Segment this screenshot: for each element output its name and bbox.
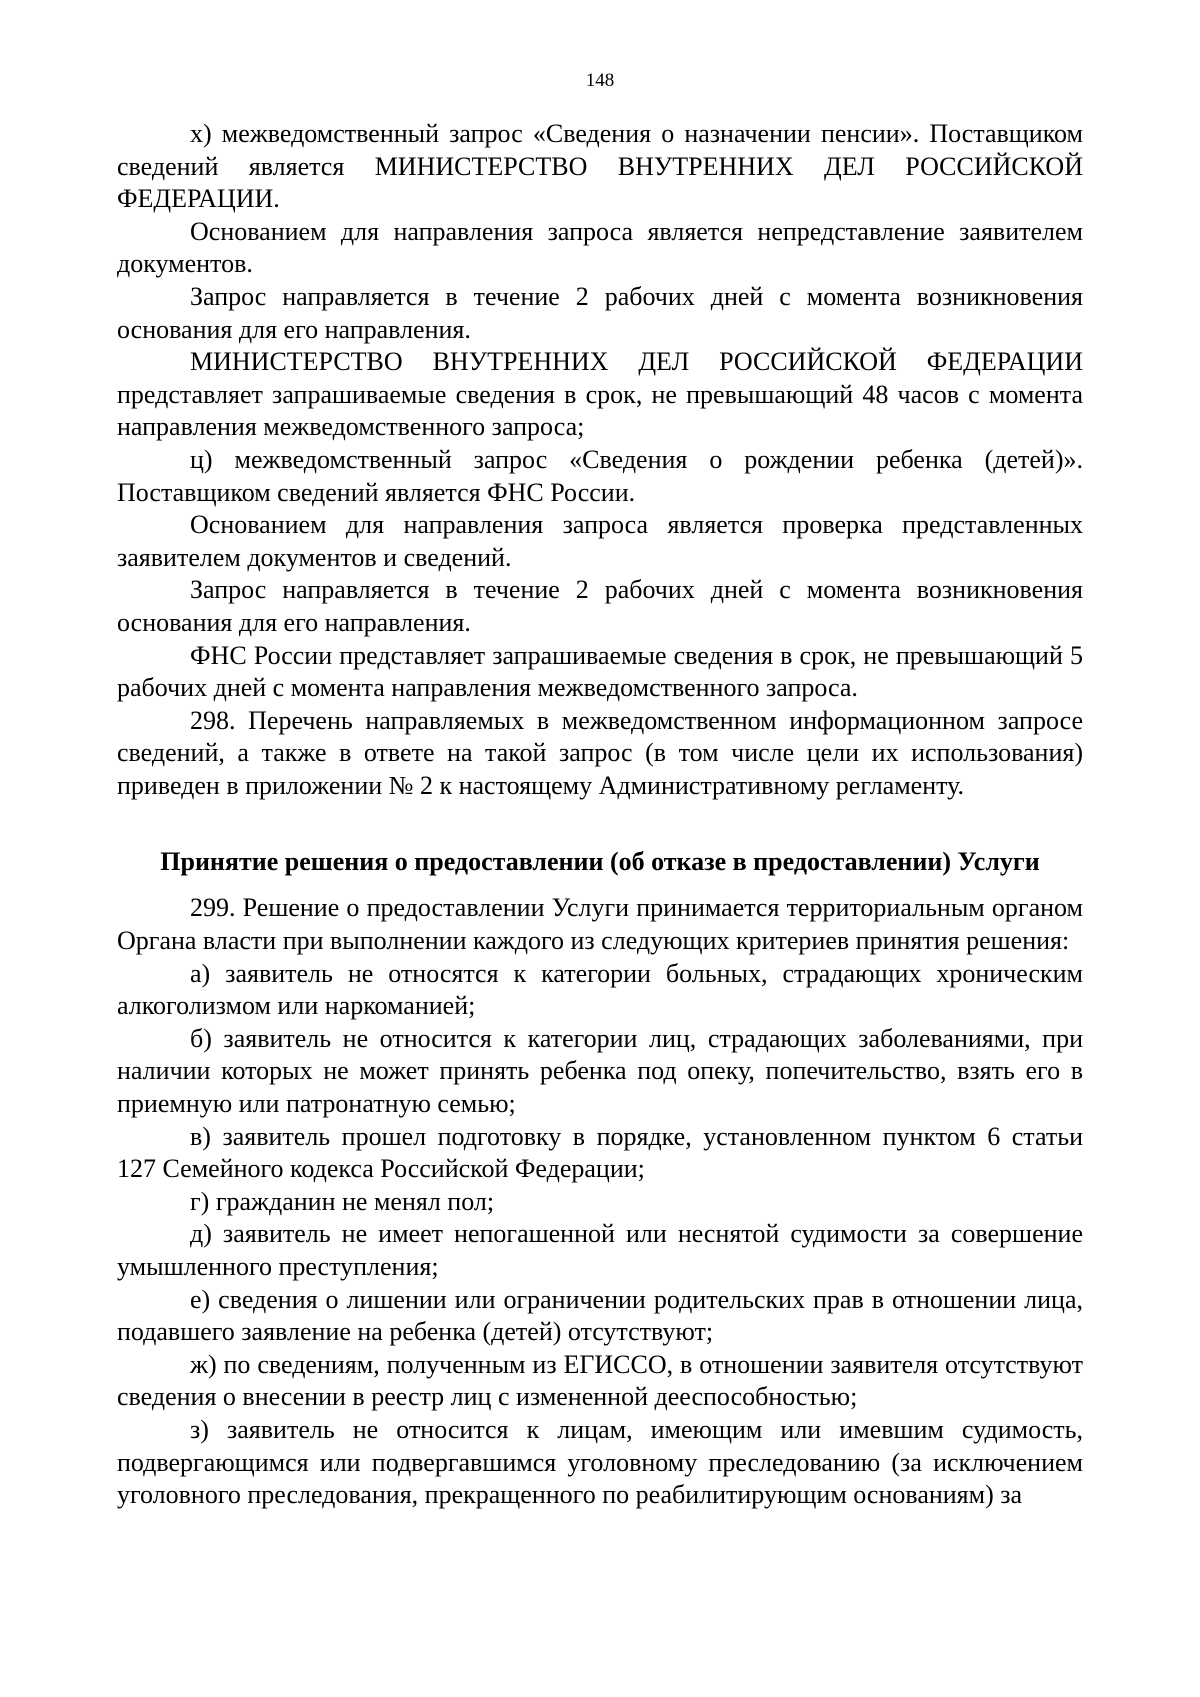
document-body (117, 118, 1083, 1512)
criterion-b: б) заявитель не относится к категории лиц, страдающих заболеваниями, при наличии которых не может принять ребенка под опеку, попечительство, взять его в приемную или патронатную семью; (117, 1023, 1083, 1119)
paragraph-ts-response-term: ФНС России представляет запрашиваемые сведения в срок, не превышающий 5 рабочих дней с момента направления межведомственного запроса. (117, 640, 1083, 703)
criterion-d: д) заявитель не имеет непогашенной или неснятой судимости за совершение умышленного преступления; (117, 1219, 1083, 1281)
paragraph-298: 298. Перечень направляемых в межведомственном информационном запросе сведений, а также в ответе на такой запрос (в том числе цели их использования) приведен в приложении № 2 к настоящему Административному регламенту. (117, 705, 1083, 800)
paragraph-ts-deadline: Запрос направляется в течение 2 рабочих дней с момента возникновения основания для его направления. (117, 575, 1083, 637)
paragraph-ts-birth-request: ц) межведомственный запрос «Сведения о рождении ребенка (детей)». Поставщиком сведений является ФНС России. (117, 444, 1083, 507)
paragraph-kh-pension-request: х) межведомственный запрос «Сведения о назначении пенсии». Поставщиком сведений является МИНИСТЕРСТВО ВНУТРЕННИХ ДЕЛ РОССИЙСКОЙ ФЕДЕРАЦИИ. (117, 119, 1083, 214)
criterion-e: е) сведения о лишении или ограничении родительских прав в отношении лица, подавшего заявление на ребенка (детей) отсутствуют; (117, 1284, 1083, 1347)
criterion-z: з) заявитель не относится к лицам, имеющим или имевшим судимость, подвергающимся или подвергавшимся уголовному преследованию (за исключением уголовного преследования, прекращенного по реабилитирующим основаниям) за (117, 1414, 1083, 1510)
criterion-v: в) заявитель прошел подготовку в порядке, установленном пунктом 6 статьи 127 Семейного кодекса Российской Федерации; (117, 1121, 1083, 1184)
paragraph-kh-deadline: Запрос направляется в течение 2 рабочих дней с момента возникновения основания для его направления. (117, 281, 1083, 344)
criterion-g: г) гражданин не менял пол; (190, 1186, 495, 1216)
criterion-zh: ж) по сведениям, полученным из ЕГИССО, в отношении заявителя отсутствуют сведения о внесении в реестр лиц с измененной дееспособностью; (117, 1349, 1083, 1412)
paragraph-kh-basis: Основанием для направления запроса является непредставление заявителем документов. (117, 216, 1083, 279)
paragraph-ts-basis: Основанием для направления запроса является проверка представленных заявителем документов и сведений. (117, 510, 1083, 572)
criterion-a: а) заявитель не относятся к категории больных, страдающих хроническим алкоголизмом или наркоманией; (117, 958, 1083, 1021)
page-number: 148 (585, 70, 615, 91)
section-heading: Принятие решения о предоставлении (об отказе в предоставлении) Услуги (160, 847, 1040, 877)
paragraph-kh-response-term: МИНИСТЕРСТВО ВНУТРЕННИХ ДЕЛ РОССИЙСКОЙ ФЕДЕРАЦИИ представляет запрашиваемые сведения в срок, не превышающий 48 часов с момента направления межведомственного запроса; (117, 347, 1083, 442)
paragraph-299: 299. Решение о предоставлении Услуги принимается территориальным органом Органа власти при выполнении каждого из следующих критериев принятия решения: (117, 893, 1083, 956)
